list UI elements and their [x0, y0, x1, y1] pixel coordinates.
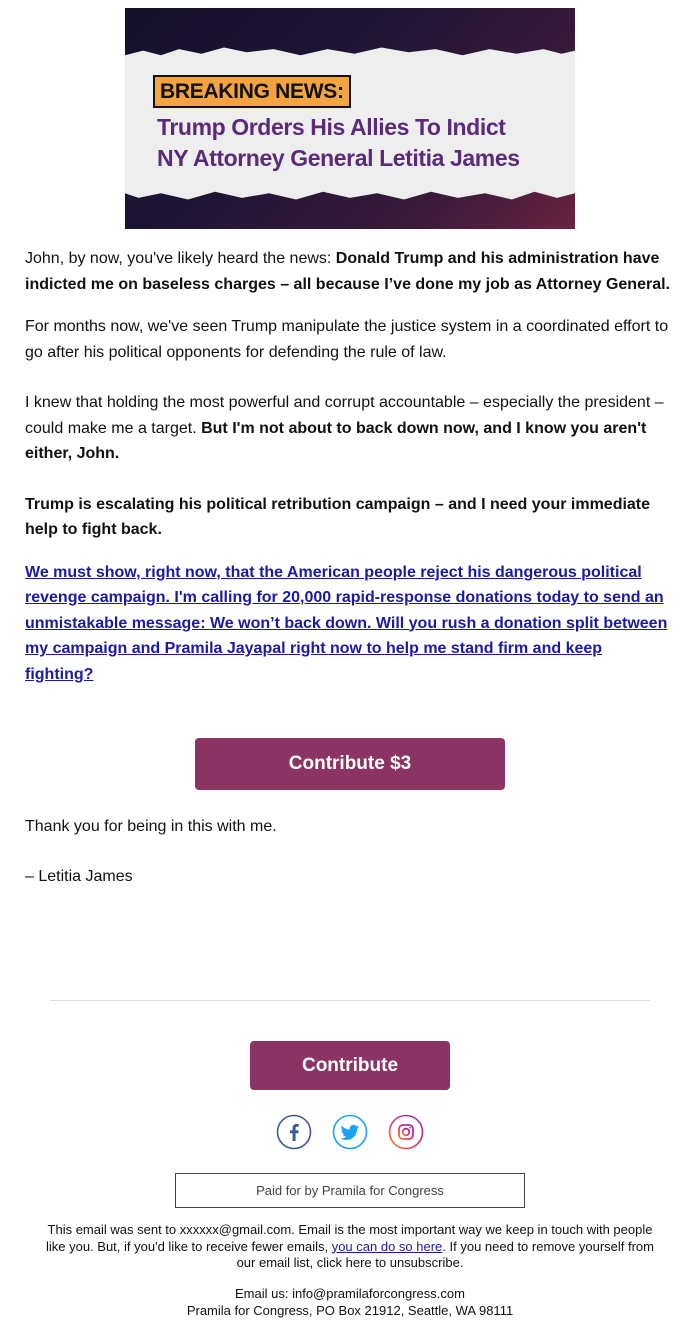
footer-notice [45, 1222, 655, 1272]
escalating-bold-text: Trump is escalating his political retribution campaign – and I need your immediate help to fight back. [25, 495, 651, 538]
paragraph-escalating [25, 492, 670, 543]
banner-headline-line-1: Trump Orders His Allies To Indict [157, 114, 506, 140]
facebook-icon[interactable] [276, 1114, 312, 1150]
intro-bold-text: Donald Trump and his administration have indicted me on baseless charges – all because I’ve done my job as Attorney General. [25, 250, 670, 293]
closing [25, 814, 277, 914]
breaking-news-banner [125, 8, 575, 229]
notice-text-2: . If you need to remove yourself from our email list, click here to unsubscribe. [236, 1238, 654, 1270]
paid-for-disclaimer: Paid for by Pramila for Congress [175, 1173, 525, 1208]
target-text: I knew that holding the most powerful and corrupt accountable – especially the president – could make me a target. [25, 394, 664, 437]
paragraph-target [25, 390, 670, 467]
target-bold-text: But I'm not about to back down now, and I know you aren't either, John. [25, 419, 647, 462]
breaking-news-tag: BREAKING NEWS: [153, 75, 351, 108]
footer-contact [45, 1286, 655, 1319]
social-links [276, 1114, 426, 1150]
donation-ask-link[interactable]: We must show, right now, that the American people reject his dangerous political revenge campaign. I'm calling for 20,000 rapid-response donations today to send an unmistakable message: We won’t back down. Will you rush a donation split between my campaign and Pramila Jayapal right now to help me stand firm and keep fighting? [25, 563, 668, 683]
email-body [25, 246, 670, 704]
banner-headline-line-2: NY Attorney General Letitia James [157, 145, 520, 171]
paragraph-ask [25, 560, 670, 688]
fewer-emails-link[interactable]: you can do so here [331, 1238, 443, 1254]
instagram-icon[interactable] [388, 1114, 424, 1150]
intro-text: John, by now, you've likely heard the news: [25, 250, 336, 267]
contribute-3-button[interactable]: Contribute $3 [195, 738, 505, 790]
mailing-address: Pramila for Congress, PO Box 21912, Seattle, WA 98111 [186, 1302, 514, 1318]
banner-headline [157, 112, 567, 174]
contribute-footer-button[interactable]: Contribute [250, 1041, 450, 1090]
paragraph-justice-system: For months now, we've seen Trump manipulate the justice system in a coordinated effort to go after his political opponents for defending the rule of law. [25, 318, 669, 361]
notice-text-1: This email was sent to xxxxxx@gmail.com. Email is the most important way we keep in touch with people like you. But, if you'd like to receive fewer emails, [45, 1222, 653, 1254]
contact-email: Email us: info@pramilaforcongress.com [235, 1286, 465, 1301]
twitter-icon[interactable] [332, 1114, 368, 1150]
signature: – Letitia James [25, 868, 133, 885]
footer-divider [50, 1000, 650, 1001]
paragraph-intro [25, 246, 670, 297]
thanks-text: Thank you for being in this with me. [25, 818, 277, 835]
